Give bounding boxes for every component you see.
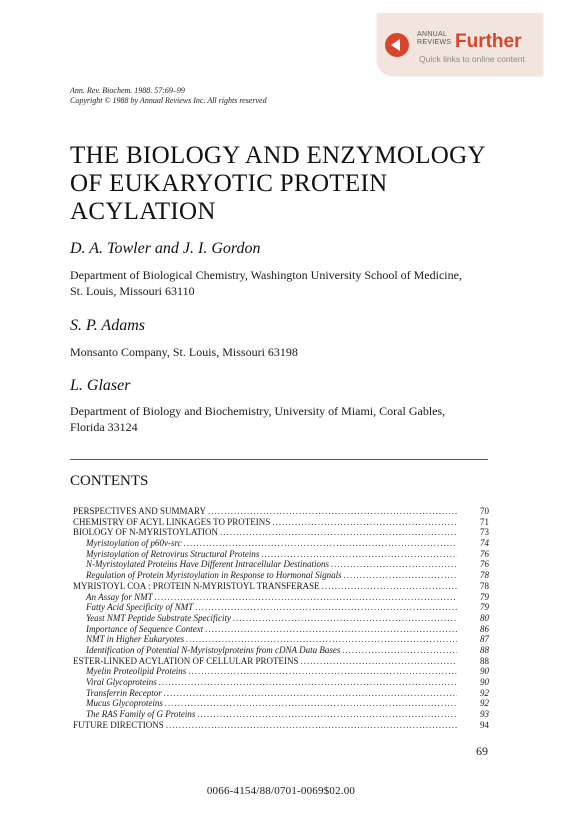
toc-entry-page: 76 [480, 548, 489, 559]
page-number: 69 [476, 744, 488, 758]
toc-entry-title: ESTER-LINKED ACYLATION OF CELLULAR PROTEINS [73, 655, 299, 666]
toc-entry-title: Importance of Sequence Context [86, 623, 204, 634]
toc-entry-title: Myristoylation of Retrovirus Structural Proteins [86, 548, 260, 559]
toc-leader-dots [299, 656, 458, 667]
toc-entry[interactable] [73, 634, 489, 645]
toc-entry-page: 92 [480, 698, 489, 709]
toc-entry-title: Identification of Potential N-Myristoylproteins from cDNA Data Bases [86, 644, 341, 655]
toc-entry[interactable] [73, 677, 489, 688]
toc-entry-title: Myristoylation of p60v-src [86, 538, 182, 549]
badge-line1: ANNUAL [417, 31, 448, 38]
toc-entry[interactable] [73, 570, 489, 581]
toc-entry-title: Yeast NMT Peptide Substrate Specificity [86, 612, 231, 623]
toc-entry-page: 79 [480, 591, 489, 602]
badge-line2: REVIEWS [417, 39, 452, 46]
toc-leader-dots [342, 570, 457, 581]
toc-entry-page: 74 [480, 538, 489, 549]
toc-leader-dots [186, 666, 457, 677]
toc-entry[interactable] [73, 720, 489, 731]
toc-leader-dots [164, 720, 457, 731]
further-badge[interactable] [377, 13, 543, 75]
toc-leader-dots [329, 559, 457, 570]
toc-leader-dots [157, 677, 457, 688]
affiliation-line: Department of Biology and Biochemistry, University of Miami, Coral Gables, [70, 404, 446, 418]
toc-entry-title: Fatty Acid Specificity of NMT [86, 602, 194, 613]
author-affiliation [70, 403, 500, 435]
toc-leader-dots [231, 613, 457, 624]
toc-leader-dots [320, 581, 457, 592]
author-names: S. P. Adams [70, 317, 145, 334]
toc-entry-page: 70 [480, 506, 489, 516]
toc-entry[interactable] [73, 624, 489, 635]
toc-entry[interactable] [73, 709, 489, 720]
toc-entry[interactable] [73, 581, 489, 592]
toc-entry-title: MYRISTOYL COA : PROTEIN N-MYRISTOYL TRANSFERASE [73, 580, 320, 591]
toc-leader-dots [259, 549, 457, 560]
toc-entry[interactable] [73, 527, 489, 538]
footer-code: 0066-4154/88/0701-0069$02.00 [206, 785, 356, 797]
title-line: ACYLATION [70, 198, 216, 225]
affiliation-line: Florida 33124 [70, 420, 138, 434]
toc-entry[interactable] [73, 549, 489, 560]
toc-leader-dots [193, 602, 457, 613]
toc-entry-page: 90 [480, 666, 489, 677]
toc-entry-title: NMT in Higher Eukaryotes [86, 634, 185, 645]
toc-entry-page: 80 [480, 612, 489, 623]
toc-entry-page: 86 [480, 623, 489, 634]
article-title [70, 142, 486, 226]
toc-entry[interactable] [73, 656, 489, 667]
toc-leader-dots [182, 538, 457, 549]
toc-entry-page: 92 [480, 687, 489, 698]
title-line: OF EUKARYOTIC PROTEIN [70, 170, 388, 197]
toc-entry[interactable] [73, 688, 489, 699]
toc-entry-title: Myelin Proteolipid Proteins [86, 666, 187, 677]
toc-entry-title: Viral Glycoproteins [86, 677, 157, 687]
toc-entry-title: BIOLOGY OF N-MYRISTOYLATION [73, 527, 218, 538]
badge-subtitle: Quick links to online content [419, 54, 525, 64]
author-affiliation [70, 344, 500, 360]
toc-entry-page: 71 [480, 516, 489, 527]
contents-heading: CONTENTS [70, 473, 149, 489]
toc-entry-page: 88 [480, 644, 489, 655]
toc-entry-page: 90 [480, 677, 489, 687]
toc-entry-page: 78 [480, 580, 489, 591]
toc-entry[interactable] [73, 613, 489, 624]
toc-entry-title: N-Myristoylated Proteins Have Different Intracellular Destinations [86, 559, 330, 570]
toc-leader-dots [340, 645, 457, 656]
toc-entry[interactable] [73, 645, 489, 656]
badge-brand: Further [455, 31, 522, 52]
toc-entry[interactable] [73, 506, 489, 517]
toc-entry[interactable] [73, 666, 489, 677]
author-names: L. Glaser [70, 377, 131, 394]
toc-entry-page: 78 [480, 570, 489, 581]
affiliation-line: Department of Biological Chemistry, Washington University School of Medicine, [70, 268, 462, 282]
toc-leader-dots [153, 592, 457, 603]
toc-entry-title: FUTURE DIRECTIONS [73, 719, 164, 730]
toc-leader-dots [270, 517, 457, 528]
toc-entry-title: The RAS Family of G Proteins [86, 709, 196, 720]
toc-entry-title: Transferrin Receptor [86, 687, 162, 698]
affiliation-line: Monsanto Company, St. Louis, Missouri 63198 [70, 345, 298, 359]
copyright-line: Copyright © 1988 by Annual Reviews Inc. All rights reserved [70, 96, 267, 105]
toc-entry[interactable] [73, 698, 489, 709]
toc-leader-dots [206, 506, 457, 517]
toc-entry-title: Regulation of Protein Myristoylation in Response to Hormonal Signals [86, 570, 342, 581]
toc-entry-page: 87 [480, 634, 489, 645]
toc-entry-title: PERSPECTIVES AND SUMMARY [73, 506, 207, 516]
table-of-contents [73, 506, 489, 730]
journal-citation: Ann. Rev. Biochem. 1988. 57:69–99 [70, 86, 185, 95]
toc-entry[interactable] [73, 602, 489, 613]
toc-entry-page: 93 [480, 709, 489, 720]
toc-leader-dots [184, 634, 457, 645]
toc-leader-dots [162, 688, 457, 699]
toc-entry-page: 88 [480, 655, 489, 666]
toc-entry-page: 79 [480, 602, 489, 613]
arrow-circle-icon [385, 33, 409, 57]
toc-entry[interactable] [73, 592, 489, 603]
toc-entry[interactable] [73, 517, 489, 528]
toc-leader-dots [163, 698, 457, 709]
toc-leader-dots [195, 709, 457, 720]
author-names: D. A. Towler and J. I. Gordon [70, 240, 261, 257]
toc-entry-title: CHEMISTRY OF ACYL LINKAGES TO PROTEINS [73, 516, 271, 527]
author-affiliation [70, 267, 500, 299]
toc-entry-page: 94 [480, 719, 489, 730]
affiliation-line: St. Louis, Missouri 63110 [70, 284, 195, 298]
toc-entry-title: An Assay for NMT [86, 591, 153, 602]
toc-entry-page: 76 [480, 559, 489, 570]
toc-leader-dots [203, 624, 457, 635]
toc-leader-dots [218, 527, 457, 538]
toc-entry-title: Mucus Glycoproteins [86, 698, 163, 709]
toc-entry-page: 73 [480, 527, 489, 538]
toc-entry[interactable] [73, 559, 489, 570]
divider [70, 459, 488, 460]
toc-entry[interactable] [73, 538, 489, 549]
title-line: THE BIOLOGY AND ENZYMOLOGY [70, 142, 486, 169]
